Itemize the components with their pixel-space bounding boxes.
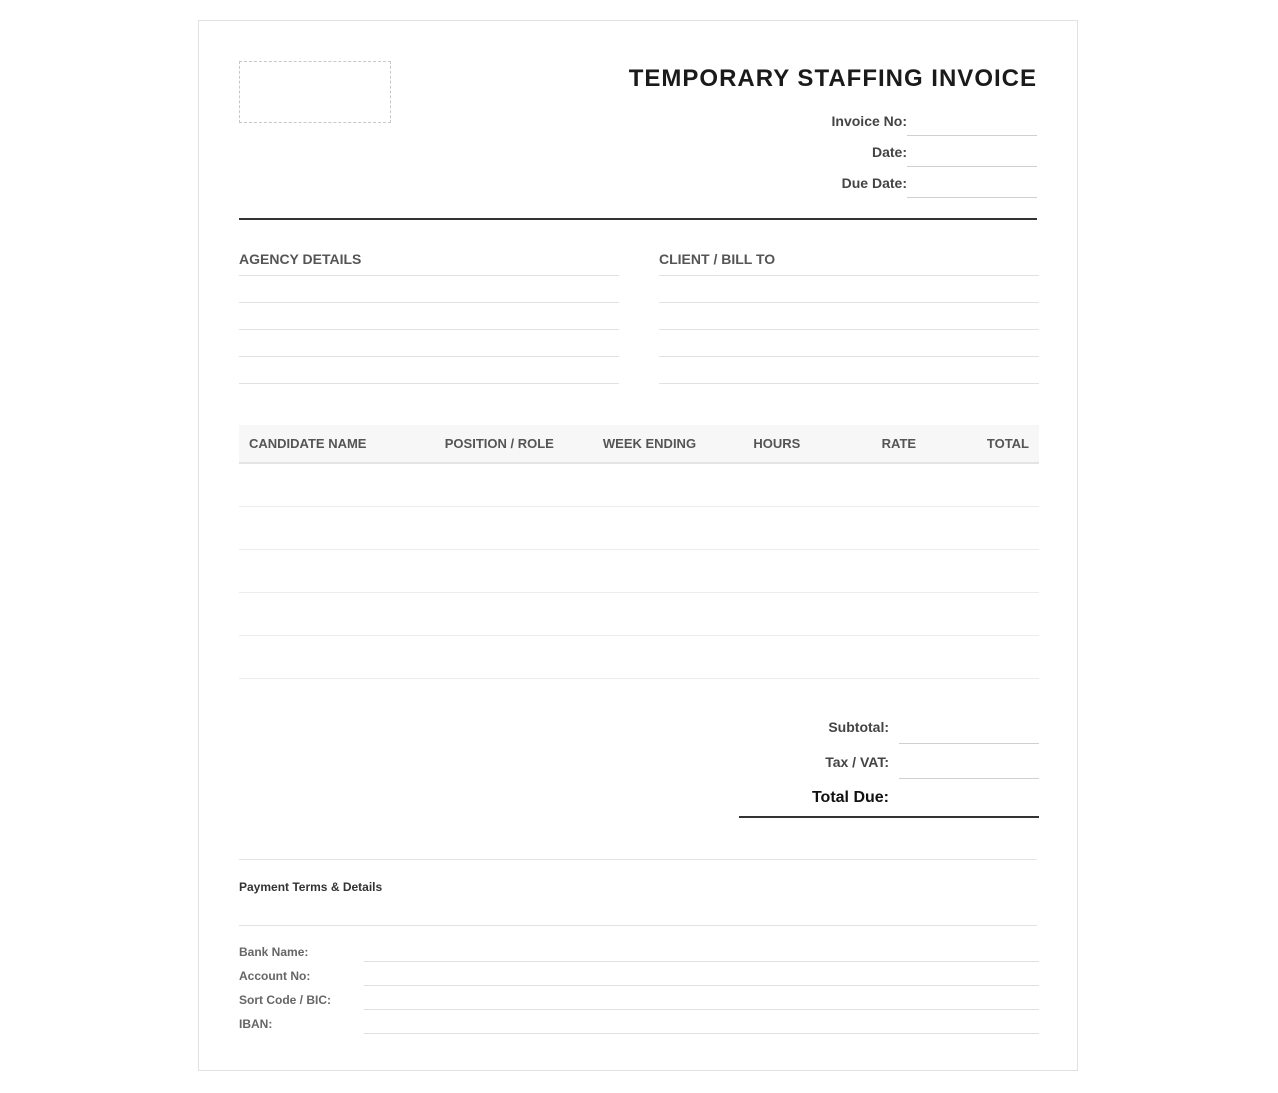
sort-code-label: Sort Code / BIC: xyxy=(239,993,331,1007)
cell-hours[interactable] xyxy=(724,550,831,593)
date-field[interactable] xyxy=(907,137,1037,167)
table-row xyxy=(239,593,1039,636)
cell-week-ending[interactable] xyxy=(575,463,723,507)
date-row xyxy=(737,136,1037,167)
cell-candidate-name[interactable] xyxy=(239,463,423,507)
cell-total[interactable] xyxy=(926,550,1039,593)
table-row xyxy=(239,550,1039,593)
cell-hours[interactable] xyxy=(724,593,831,636)
subtotal-row xyxy=(739,709,1039,744)
sort-code-row xyxy=(239,986,1039,1010)
account-no-row xyxy=(239,962,1039,986)
cell-rate[interactable] xyxy=(830,507,926,550)
column-header-candidate-name: CANDIDATE NAME xyxy=(239,425,423,463)
agency-line[interactable] xyxy=(239,357,619,384)
agency-line[interactable] xyxy=(239,276,619,303)
cell-total[interactable] xyxy=(926,463,1039,507)
iban-field[interactable] xyxy=(364,1011,1039,1034)
invoice-meta xyxy=(737,105,1037,198)
table-header-row xyxy=(239,425,1039,463)
total-due-label: Total Due: xyxy=(811,788,889,806)
column-header-position-role: POSITION / ROLE xyxy=(423,425,575,463)
cell-week-ending[interactable] xyxy=(575,593,723,636)
agency-details-section xyxy=(239,251,619,384)
cell-week-ending[interactable] xyxy=(575,507,723,550)
cell-rate[interactable] xyxy=(830,550,926,593)
cell-rate[interactable] xyxy=(830,593,926,636)
invoice-page xyxy=(198,20,1078,1071)
total-due-row xyxy=(739,779,1039,818)
client-line[interactable] xyxy=(659,276,1039,303)
bank-name-field[interactable] xyxy=(364,939,1039,962)
cell-rate[interactable] xyxy=(830,463,926,507)
client-bill-to-section xyxy=(659,251,1039,384)
agency-line[interactable] xyxy=(239,303,619,330)
column-header-rate: RATE xyxy=(830,425,926,463)
bank-name-label: Bank Name: xyxy=(239,945,309,959)
line-items-table xyxy=(239,425,1039,679)
cell-hours[interactable] xyxy=(724,463,831,507)
totals-section xyxy=(739,709,1039,818)
client-line[interactable] xyxy=(659,303,1039,330)
column-header-hours: HOURS xyxy=(724,425,831,463)
due-date-label: Due Date: xyxy=(841,174,907,191)
cell-total[interactable] xyxy=(926,593,1039,636)
header-divider xyxy=(239,218,1037,220)
account-no-field[interactable] xyxy=(364,963,1039,986)
agency-line[interactable] xyxy=(239,330,619,357)
subtotal-label: Subtotal: xyxy=(828,718,889,735)
cell-position-role[interactable] xyxy=(423,507,575,550)
subtotal-field[interactable] xyxy=(899,709,1039,744)
date-label: Date: xyxy=(871,143,907,160)
cell-total[interactable] xyxy=(926,507,1039,550)
tax-vat-label: Tax / VAT: xyxy=(825,753,889,770)
cell-week-ending[interactable] xyxy=(575,550,723,593)
cell-position-role[interactable] xyxy=(423,550,575,593)
due-date-row xyxy=(737,167,1037,198)
cell-total[interactable] xyxy=(926,636,1039,679)
cell-candidate-name[interactable] xyxy=(239,593,423,636)
invoice-no-row xyxy=(737,105,1037,136)
cell-rate[interactable] xyxy=(830,636,926,679)
bank-details xyxy=(239,938,1039,1034)
cell-position-role[interactable] xyxy=(423,463,575,507)
client-bill-to-heading: CLIENT / BILL TO xyxy=(659,251,1039,276)
sort-code-field[interactable] xyxy=(364,987,1039,1010)
iban-label: IBAN: xyxy=(239,1017,273,1031)
cell-week-ending[interactable] xyxy=(575,636,723,679)
invoice-no-label: Invoice No: xyxy=(831,112,907,129)
invoice-title: TEMPORARY STAFFING INVOICE xyxy=(628,65,1037,92)
column-header-week-ending: WEEK ENDING xyxy=(575,425,723,463)
payment-divider xyxy=(239,859,1037,860)
client-line[interactable] xyxy=(659,330,1039,357)
cell-position-role[interactable] xyxy=(423,636,575,679)
cell-position-role[interactable] xyxy=(423,593,575,636)
invoice-no-field[interactable] xyxy=(907,106,1037,136)
tax-vat-row xyxy=(739,744,1039,779)
agency-details-heading: AGENCY DETAILS xyxy=(239,251,619,276)
client-line[interactable] xyxy=(659,357,1039,384)
cell-candidate-name[interactable] xyxy=(239,636,423,679)
logo-placeholder[interactable] xyxy=(239,61,391,123)
cell-hours[interactable] xyxy=(724,507,831,550)
bank-name-row xyxy=(239,938,1039,962)
tax-vat-field[interactable] xyxy=(899,744,1039,779)
payment-terms-heading: Payment Terms & Details xyxy=(239,880,383,894)
account-no-label: Account No: xyxy=(239,969,311,983)
table-row xyxy=(239,507,1039,550)
cell-candidate-name[interactable] xyxy=(239,507,423,550)
cell-candidate-name[interactable] xyxy=(239,550,423,593)
payment-terms-field[interactable] xyxy=(239,925,1037,926)
table-row xyxy=(239,463,1039,507)
due-date-field[interactable] xyxy=(907,168,1037,198)
table-row xyxy=(239,636,1039,679)
column-header-total: TOTAL xyxy=(926,425,1039,463)
cell-hours[interactable] xyxy=(724,636,831,679)
iban-row xyxy=(239,1010,1039,1034)
